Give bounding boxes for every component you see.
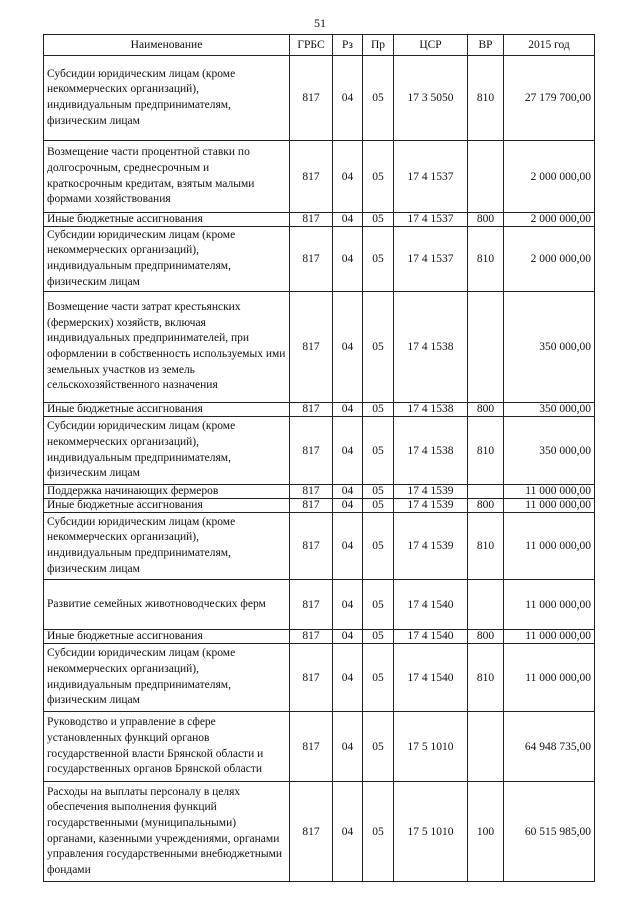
row-vr: 810 — [468, 644, 504, 712]
table-row — [44, 292, 595, 403]
column-header-rz: Рз — [333, 35, 363, 56]
row-rz: 04 — [333, 227, 363, 292]
row-vr: 810 — [468, 417, 504, 485]
row-rz: 04 — [333, 630, 363, 644]
row-amount: 11 000 000,00 — [504, 580, 595, 630]
column-header-csr: ЦСР — [394, 35, 468, 56]
row-pr: 05 — [363, 227, 394, 292]
row-pr: 05 — [363, 513, 394, 580]
row-name: Руководство и управление в сфере установленных функций органов государственной власти Брянской области и государственных органов Брянской области — [44, 712, 290, 782]
row-grbs: 817 — [290, 513, 333, 580]
row-grbs: 817 — [290, 141, 333, 213]
row-grbs: 817 — [290, 580, 333, 630]
row-rz: 04 — [333, 580, 363, 630]
row-name: Субсидии юридическим лицам (кроме некоммерческих организаций), индивидуальным предпринимателям, физическим лицам — [44, 56, 290, 141]
row-vr — [468, 580, 504, 630]
table-row — [44, 580, 595, 630]
row-rz: 04 — [333, 56, 363, 141]
row-pr: 05 — [363, 499, 394, 513]
table-row — [44, 403, 595, 417]
row-grbs: 817 — [290, 417, 333, 485]
table-row — [44, 485, 595, 499]
row-csr: 17 4 1537 — [394, 213, 468, 227]
row-pr: 05 — [363, 141, 394, 213]
row-name: Субсидии юридическим лицам (кроме некоммерческих организаций), индивидуальным предпринимателям, физическим лицам — [44, 513, 290, 580]
row-amount: 11 000 000,00 — [504, 513, 595, 580]
table-row — [44, 630, 595, 644]
row-pr: 05 — [363, 213, 394, 227]
row-grbs: 817 — [290, 644, 333, 712]
row-amount: 2 000 000,00 — [504, 227, 595, 292]
row-pr: 05 — [363, 56, 394, 141]
table-row — [44, 499, 595, 513]
column-header-year-2015: 2015 год — [504, 35, 595, 56]
row-vr — [468, 292, 504, 403]
table-row — [44, 417, 595, 485]
row-name: Иные бюджетные ассигнования — [44, 499, 290, 513]
row-csr: 17 4 1539 — [394, 485, 468, 499]
row-csr: 17 4 1539 — [394, 513, 468, 580]
row-pr: 05 — [363, 644, 394, 712]
row-grbs: 817 — [290, 213, 333, 227]
row-amount: 11 000 000,00 — [504, 485, 595, 499]
column-header-pr: Пр — [363, 35, 394, 56]
row-amount: 11 000 000,00 — [504, 499, 595, 513]
table-row — [44, 141, 595, 213]
table-row — [44, 227, 595, 292]
row-name: Субсидии юридическим лицам (кроме некоммерческих организаций), индивидуальным предпринимателям, физическим лицам — [44, 644, 290, 712]
row-rz: 04 — [333, 292, 363, 403]
row-csr: 17 4 1539 — [394, 499, 468, 513]
row-grbs: 817 — [290, 56, 333, 141]
row-amount: 350 000,00 — [504, 417, 595, 485]
table-row — [44, 56, 595, 141]
row-rz: 04 — [333, 782, 363, 882]
row-grbs: 817 — [290, 782, 333, 882]
row-pr: 05 — [363, 417, 394, 485]
table-header-row — [44, 35, 595, 56]
row-rz: 04 — [333, 499, 363, 513]
row-csr: 17 4 1538 — [394, 403, 468, 417]
row-rz: 04 — [333, 417, 363, 485]
row-amount: 60 515 985,00 — [504, 782, 595, 882]
row-rz: 04 — [333, 141, 363, 213]
row-rz: 04 — [333, 644, 363, 712]
row-csr: 17 4 1538 — [394, 417, 468, 485]
row-vr — [468, 141, 504, 213]
row-rz: 04 — [333, 403, 363, 417]
row-vr — [468, 485, 504, 499]
row-amount: 350 000,00 — [504, 292, 595, 403]
table-row — [44, 513, 595, 580]
row-csr: 17 4 1540 — [394, 580, 468, 630]
row-grbs: 817 — [290, 712, 333, 782]
row-pr: 05 — [363, 782, 394, 882]
row-name: Иные бюджетные ассигнования — [44, 630, 290, 644]
table-row — [44, 213, 595, 227]
row-pr: 05 — [363, 630, 394, 644]
row-pr: 05 — [363, 712, 394, 782]
row-grbs: 817 — [290, 403, 333, 417]
row-name: Иные бюджетные ассигнования — [44, 213, 290, 227]
column-header-name: Наименование — [44, 35, 290, 56]
row-amount: 2 000 000,00 — [504, 141, 595, 213]
row-rz: 04 — [333, 513, 363, 580]
row-name: Возмещение части затрат крестьянских (фермерских) хозяйств, включая индивидуальных предпринимателей, при оформлении в собственность используемых ими земельных участков из земель сельскохозяйственного назначения — [44, 292, 290, 403]
table-row — [44, 644, 595, 712]
table-row — [44, 782, 595, 882]
row-grbs: 817 — [290, 227, 333, 292]
row-rz: 04 — [333, 485, 363, 499]
row-pr: 05 — [363, 403, 394, 417]
row-name: Расходы на выплаты персоналу в целях обеспечения выполнения функций государственными (муниципальными) органами, казенными учреждениями, органами управления государственными внебюджетными фондами — [44, 782, 290, 882]
row-amount: 64 948 735,00 — [504, 712, 595, 782]
row-grbs: 817 — [290, 630, 333, 644]
row-vr: 810 — [468, 513, 504, 580]
row-vr: 810 — [468, 56, 504, 141]
row-vr: 800 — [468, 403, 504, 417]
row-vr — [468, 712, 504, 782]
row-amount: 27 179 700,00 — [504, 56, 595, 141]
row-vr: 810 — [468, 227, 504, 292]
row-rz: 04 — [333, 213, 363, 227]
row-vr: 100 — [468, 782, 504, 882]
page-number: 51 — [314, 16, 326, 30]
column-header-grbs: ГРБС — [290, 35, 333, 56]
row-name: Субсидии юридическим лицам (кроме некоммерческих организаций), индивидуальным предпринимателям, физическим лицам — [44, 417, 290, 485]
row-pr: 05 — [363, 485, 394, 499]
row-csr: 17 4 1537 — [394, 227, 468, 292]
row-vr: 800 — [468, 499, 504, 513]
row-name: Субсидии юридическим лицам (кроме некоммерческих организаций), индивидуальным предпринимателям, физическим лицам — [44, 227, 290, 292]
column-header-vr: ВР — [468, 35, 504, 56]
row-grbs: 817 — [290, 499, 333, 513]
row-amount: 11 000 000,00 — [504, 630, 595, 644]
row-csr: 17 4 1540 — [394, 630, 468, 644]
row-pr: 05 — [363, 580, 394, 630]
row-csr: 17 3 5050 — [394, 56, 468, 141]
budget-table — [43, 34, 595, 882]
row-csr: 17 4 1538 — [394, 292, 468, 403]
row-name: Развитие семейных животноводческих ферм — [44, 580, 290, 630]
row-grbs: 817 — [290, 485, 333, 499]
row-grbs: 817 — [290, 292, 333, 403]
row-vr: 800 — [468, 213, 504, 227]
row-csr: 17 5 1010 — [394, 712, 468, 782]
row-name: Возмещение части процентной ставки по долгосрочным, среднесрочным и краткосрочным кредитам, взятым малыми формами хозяйствования — [44, 141, 290, 213]
row-name: Иные бюджетные ассигнования — [44, 403, 290, 417]
row-csr: 17 4 1537 — [394, 141, 468, 213]
row-amount: 350 000,00 — [504, 403, 595, 417]
row-vr: 800 — [468, 630, 504, 644]
table-row — [44, 712, 595, 782]
row-csr: 17 5 1010 — [394, 782, 468, 882]
row-pr: 05 — [363, 292, 394, 403]
row-rz: 04 — [333, 712, 363, 782]
row-name: Поддержка начинающих фермеров — [44, 485, 290, 499]
row-amount: 11 000 000,00 — [504, 644, 595, 712]
row-amount: 2 000 000,00 — [504, 213, 595, 227]
row-csr: 17 4 1540 — [394, 644, 468, 712]
